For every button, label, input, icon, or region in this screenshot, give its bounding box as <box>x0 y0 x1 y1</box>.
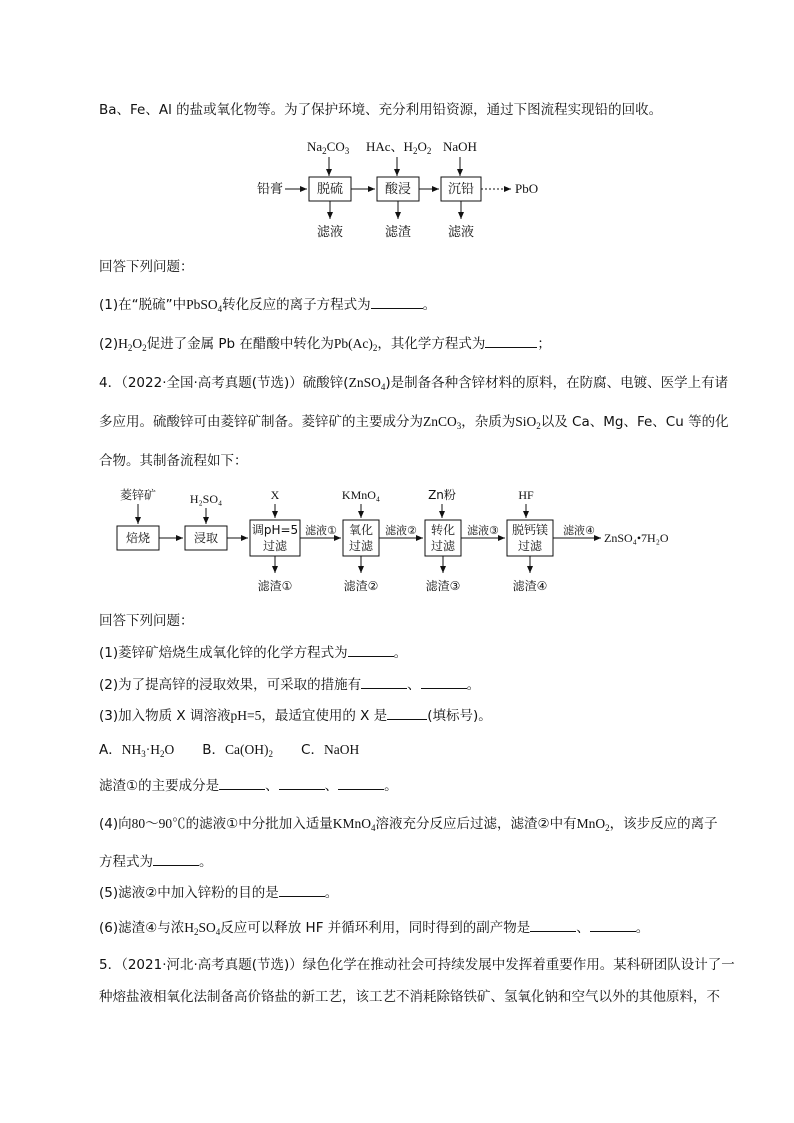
answer-blank[interactable] <box>387 707 427 720</box>
text: (3)加入物质 X 调溶液 <box>99 708 231 724</box>
question-1-2 <box>99 335 551 353</box>
question-4-1 <box>99 644 407 662</box>
subscript: 2 <box>268 749 274 759</box>
text: 。 <box>384 778 398 794</box>
intro-line-1 <box>99 101 662 119</box>
text: 多应用。硫酸锌可由菱锌矿制备。菱锌矿的主要成分为 <box>99 414 423 430</box>
text: Ba、Fe、Al 的盐或氧化物等。为了保护环境、充分利用铅资源，通过下图流程实现铅的回收。 <box>99 102 663 118</box>
reagent-hac-h2o2: HAc、$H_2O_2$ <box>366 139 432 156</box>
subscript: 3 <box>456 421 462 431</box>
subscript: 4 <box>215 927 221 937</box>
reagent-na2co3: $Na_2CO_3$ <box>307 139 350 156</box>
step-label: 过滤 <box>517 539 543 553</box>
formula: H <box>118 336 128 351</box>
flow-diagram-zinc <box>0 482 794 602</box>
question-4-6 <box>99 919 649 937</box>
text: 4．（2022·全国·高考真题(节选)）硫酸锌( <box>99 375 349 391</box>
text: 。 <box>635 920 650 936</box>
text: 促进了金属 Pb 在醋酸中转化为 <box>146 336 334 352</box>
formula: SiO <box>515 414 537 429</box>
formula: O <box>132 336 143 351</box>
text: ； <box>537 336 551 352</box>
answer-blank[interactable] <box>371 296 423 309</box>
output-label: 滤液 <box>447 225 475 240</box>
question-4-3-options <box>99 741 359 759</box>
filtrate-label: 滤液③ <box>467 524 499 537</box>
answer-blank[interactable] <box>279 884 325 897</box>
option-c[interactable] <box>301 742 359 758</box>
question-4-5 <box>99 884 338 902</box>
formula: H <box>184 920 194 935</box>
text: ，其化学方程式为 <box>377 336 486 352</box>
subscript: 2 <box>127 343 133 353</box>
text: (2)为了提高锌的浸取效果，可采取的措施有 <box>99 677 362 693</box>
step-label: 脱钙镁 <box>511 523 549 537</box>
formula: KMnO <box>332 816 371 831</box>
answer-blank[interactable] <box>153 853 199 866</box>
step-label: 过滤 <box>348 539 374 553</box>
subscript: 3 <box>141 749 146 759</box>
residue-label: 滤渣① <box>257 579 293 593</box>
filtrate-label: 滤液④ <box>563 524 595 537</box>
subscript: 2 <box>142 343 147 353</box>
product-label: PbO <box>515 181 539 196</box>
question-4-3-residue <box>99 777 398 795</box>
subscript: 4 <box>371 823 376 833</box>
answer-blank[interactable] <box>590 919 636 932</box>
question-4-3 <box>99 707 492 725</box>
text: A． <box>99 742 122 758</box>
step-label: 焙烧 <box>125 531 151 545</box>
input-label: 铅膏 <box>257 182 284 197</box>
step-label: 酸浸 <box>384 182 412 197</box>
text: 的滤液①中分批加入适量 <box>185 816 333 832</box>
reagent-label: KMnO₄ <box>341 488 381 502</box>
formula: SO <box>198 920 216 935</box>
text: C． <box>301 742 324 758</box>
text: 溶液充分反应后过滤，滤渣②中有 <box>375 816 577 832</box>
formula: ZnSO <box>348 375 381 390</box>
formula: Pb(Ac) <box>333 336 373 351</box>
formula: Ca(OH) <box>225 742 269 757</box>
answer-blank[interactable] <box>421 676 467 689</box>
text: (4)向 <box>99 816 132 832</box>
answer-blank[interactable] <box>338 777 384 790</box>
step-label: 脱硫 <box>316 182 344 197</box>
formula: MnO <box>576 816 606 831</box>
text: 反应可以释放 HF 并循环利用，同时得到的副产物是 <box>220 920 531 936</box>
answer-blank[interactable] <box>530 919 576 932</box>
answer-blank[interactable] <box>348 644 394 657</box>
reagent-label: Zn粉 <box>428 488 456 502</box>
formula: NaOH <box>323 742 360 757</box>
text: ，该步反应的离子 <box>609 816 718 832</box>
question-4-2 <box>99 676 480 694</box>
text: 、 <box>407 677 421 693</box>
text: (5)滤液②中加入锌粉的目的是 <box>99 885 279 901</box>
subscript: 2 <box>160 749 165 759</box>
subscript: 4 <box>217 304 223 314</box>
text: 。 <box>466 677 481 693</box>
text: (6)滤渣④与浓 <box>99 920 185 936</box>
text: ，杂质为 <box>461 414 516 430</box>
reagent-label: H₂SO₄ <box>189 492 223 506</box>
answer-blank[interactable] <box>219 777 265 790</box>
option-b[interactable] <box>202 742 273 758</box>
text: (1)菱锌矿焙烧生成氧化锌的化学方程式为 <box>99 645 348 661</box>
text: (填标号)。 <box>427 708 492 724</box>
text: 5．（2021·河北·高考真题(节选)）绿色化学在推动社会可持续发展中发挥着重要作用。某科研团队设计了一 <box>99 957 735 973</box>
text: 种熔盐液相氧化法制备高价铬盐的新工艺，该工艺不消耗除铬铁矿、氢氧化钠和空气以外的其他原料，不 <box>99 989 720 1005</box>
question-4-4-cont <box>99 853 213 871</box>
formula: pH=5 <box>230 708 262 723</box>
subscript: 2 <box>605 823 610 833</box>
step-label: 过滤 <box>430 539 456 553</box>
text: 回答下列问题： <box>99 259 194 275</box>
reagent-naoh: NaOH <box>443 139 477 154</box>
text: 。 <box>324 885 339 901</box>
residue-label: 滤渣② <box>343 579 379 593</box>
question-5-line-1 <box>99 956 735 974</box>
question-1-1 <box>99 296 436 314</box>
formula: PbSO <box>186 297 218 312</box>
answer-blank[interactable] <box>485 335 537 348</box>
text: 回答下列问题： <box>99 613 194 629</box>
answer-blank[interactable] <box>279 777 325 790</box>
step-label: 浸取 <box>193 531 219 545</box>
product-label: ZnSO₄•7H₂O <box>604 531 669 545</box>
text: 合物。其制备流程如下： <box>99 453 248 469</box>
residue-label: 滤渣④ <box>512 579 548 593</box>
formula: ·H <box>145 742 160 757</box>
option-a[interactable] <box>99 742 174 758</box>
step-label: 氧化 <box>348 523 374 537</box>
text: 、 <box>576 920 590 936</box>
subscript: 2 <box>193 927 199 937</box>
question-4-line-1 <box>99 374 728 392</box>
text: )是制备各种含锌材料的原料，在防腐、电镀、医学上有诸 <box>385 375 729 391</box>
formula: ZnCO <box>423 414 457 429</box>
text: B． <box>202 742 226 758</box>
residue-label: 滤渣③ <box>425 579 461 593</box>
text: 以及 Ca、Mg、Fe、Cu 等的化 <box>540 414 729 430</box>
text: 。 <box>422 297 437 313</box>
output-label: 滤液 <box>316 225 344 240</box>
text: (1)在“脱硫”中 <box>99 297 187 313</box>
reagent-label: HF <box>518 488 534 502</box>
questions-heading-1 <box>99 258 194 276</box>
text: 方程式为 <box>99 854 153 870</box>
subscript: 2 <box>536 421 541 431</box>
reagent-label: X <box>270 488 280 502</box>
text: 、 <box>324 778 339 794</box>
text: ，最适宜使用的 X 是 <box>261 708 388 724</box>
step-label: 转化 <box>430 523 456 537</box>
text: 。 <box>393 645 408 661</box>
formula: 80～90℃ <box>131 816 186 831</box>
question-4-line-2 <box>99 413 729 431</box>
step-label: 调pH=5 <box>251 523 299 537</box>
question-5-line-2 <box>99 988 720 1006</box>
filtrate-label: 滤液① <box>305 524 337 537</box>
question-4-4 <box>99 815 718 833</box>
text: 转化反应的离子方程式为 <box>222 297 371 313</box>
formula: NH <box>121 742 142 757</box>
output-label: 滤渣 <box>384 225 412 240</box>
answer-blank[interactable] <box>361 676 407 689</box>
subscript: 2 <box>372 343 378 353</box>
text: (2) <box>99 336 119 352</box>
step-label: 过滤 <box>262 539 288 553</box>
text: 、 <box>265 778 279 794</box>
flow-diagram-lead <box>0 135 794 240</box>
filtrate-label: 滤液② <box>385 524 417 537</box>
questions-heading-2 <box>99 612 194 630</box>
formula: O <box>164 742 175 757</box>
subscript: 4 <box>380 382 386 392</box>
text: 滤渣①的主要成分是 <box>99 778 220 794</box>
reagent-label: 菱锌矿 <box>119 488 157 502</box>
question-4-line-3 <box>99 452 248 470</box>
text: 。 <box>199 854 213 870</box>
step-label: 沉铅 <box>447 182 475 197</box>
